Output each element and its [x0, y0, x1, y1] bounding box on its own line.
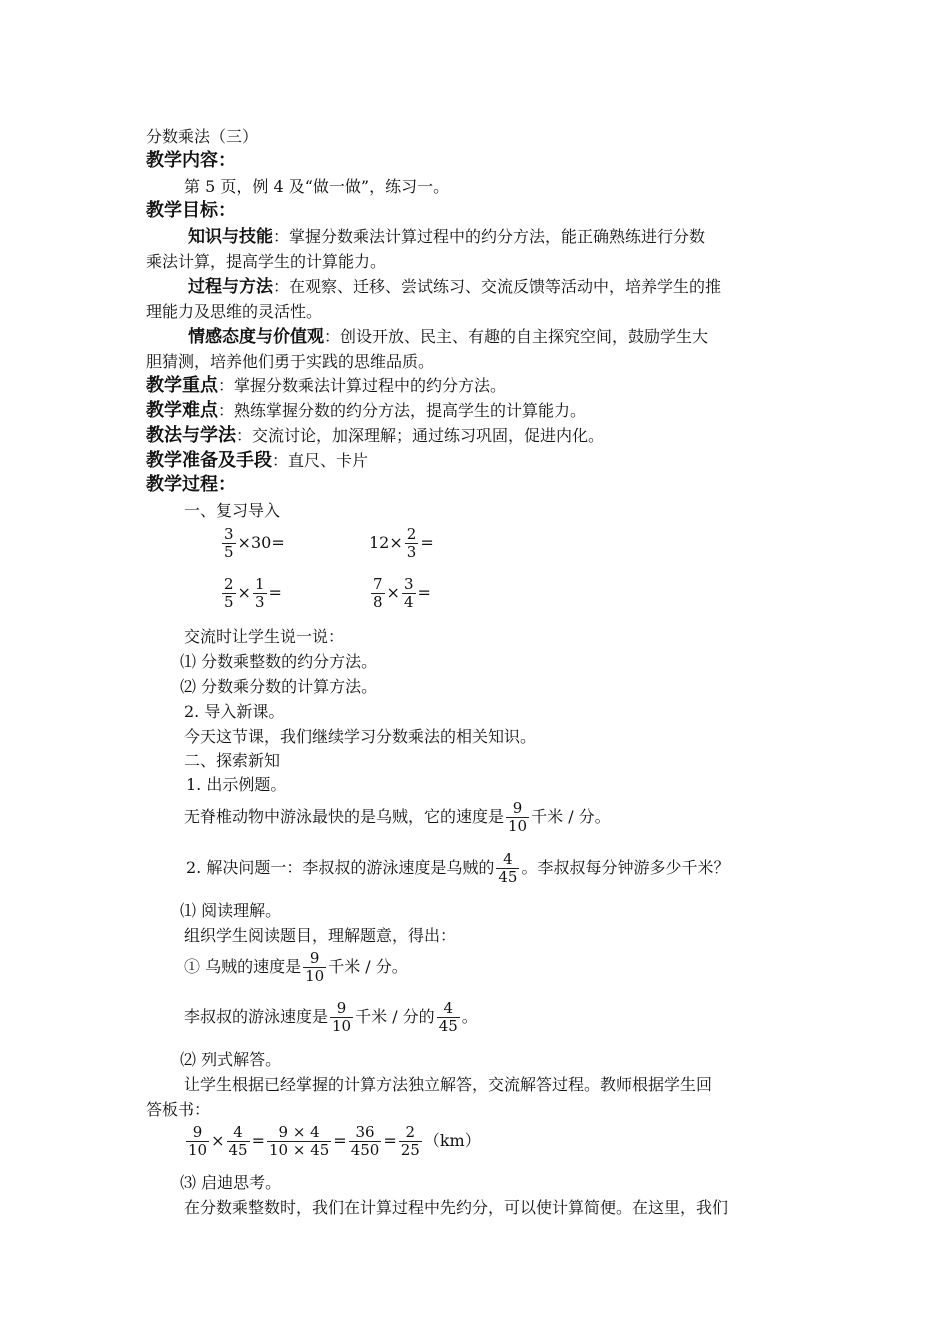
teaching-method	[146, 425, 604, 447]
fraction: $\frac{9}{10}$	[188, 1123, 208, 1159]
text-condition-1: ① 乌贼的速度是 $\frac{9}{10}$ 千米 / 分。	[184, 949, 408, 985]
difficult-point-text: ：熟练掌握分数的约分方法，提高学生的计算能力。	[218, 401, 587, 420]
text-discuss: 交流时让学生说一说：	[184, 627, 345, 646]
text-last: 在分数乘整数时，我们在计算过程中先约分，可以使计算简便。在这里，我们	[184, 1198, 729, 1217]
text-organize: 组织学生阅读题目，理解题意，得出：	[184, 926, 457, 945]
fraction: $\frac{3}{5}$	[224, 525, 234, 561]
text-let-students-cont: 答板书：	[146, 1100, 211, 1119]
fraction: $\frac{9}{10}$	[332, 999, 352, 1035]
text-problem-1: 2. 解决问题一：李叔叔的游泳速度是乌贼的 $\frac{4}{45}$ 。李叔叔每分钟游多少千米？	[186, 850, 730, 886]
calculation: $\frac{9}{10}$ × $\frac{4}{45}$ = $\frac{9 \times 4}{10 \times 45}$ = $\frac{36}{450}$ = $\frac{2}{25}$ （km）	[188, 1123, 481, 1159]
goal-process-cont: 理能力及思维的灵活性。	[146, 302, 323, 321]
fraction: $\frac{2}{25}$	[400, 1123, 420, 1159]
difficult-point-label: 教学难点	[146, 400, 218, 421]
goal-knowledge-label: 知识与技能	[188, 227, 273, 247]
section-explore: 二、探索新知	[184, 751, 281, 770]
fraction: $\frac{1}{3}$	[254, 575, 265, 611]
text-read: ⑴ 阅读理解。	[180, 901, 282, 920]
text-let-students: 让学生根据已经掌握的计算方法独立解答，交流解答过程。教师根据学生回	[184, 1075, 713, 1094]
text-squid-speed: 无脊椎动物中游泳最快的是乌贼，它的速度是 $\frac{9}{10}$ 千米 / 分。	[184, 799, 611, 835]
goal-process	[188, 276, 721, 298]
exercise-1: $\frac{3}{5}$ ×30=	[224, 525, 285, 561]
goal-attitude-label: 情感态度与价值观	[188, 327, 324, 347]
content-text: 第 5 页，例 4 及“做一做”，练习一。	[184, 177, 450, 196]
goal-knowledge	[188, 226, 705, 248]
teaching-prep-text: ：直尺、卡片	[272, 451, 369, 470]
goal-process-label: 过程与方法	[188, 277, 273, 297]
heading-goals: 教学目标：	[146, 200, 236, 221]
fraction: $\frac{9}{10}$	[508, 799, 528, 835]
fraction: $\frac{4}{45}$	[498, 850, 518, 886]
fraction: $\frac{4}{45}$	[438, 999, 458, 1035]
goal-knowledge-text: ：掌握分数乘法计算过程中的约分方法，能正确熟练进行分数	[273, 227, 706, 246]
heading-process: 教学过程：	[146, 474, 236, 495]
fraction: $\frac{36}{450}$	[350, 1123, 380, 1159]
goal-process-text: ：在观察、迁移、尝试练习、交流反馈等活动中，培养学生的推	[273, 277, 722, 296]
fraction: $\frac{9}{10}$	[305, 949, 325, 985]
exercise-4: $\frac{7}{8}$ × $\frac{3}{4}$ =	[373, 575, 431, 611]
heading-content: 教学内容：	[146, 150, 236, 171]
key-point	[146, 375, 506, 397]
teaching-method-label: 教法与学法	[146, 425, 236, 446]
exercise-3: $\frac{2}{5}$ × $\frac{1}{3}$ =	[224, 575, 282, 611]
text-discuss-1: ⑴ 分数乘整数的约分方法。	[180, 652, 378, 671]
fraction: $\frac{2}{3}$	[406, 525, 417, 561]
goal-attitude-cont: 胆猜测，培养他们勇于实践的思维品质。	[146, 352, 435, 371]
key-point-text: ：掌握分数乘法计算过程中的约分方法。	[218, 376, 507, 395]
fraction: $\frac{7}{8}$	[373, 575, 383, 611]
teaching-method-text: ：交流讨论，加深理解；通过练习巩固，促进内化。	[236, 426, 605, 445]
goal-attitude	[188, 326, 708, 348]
teaching-prep-label: 教学准备及手段	[146, 450, 272, 471]
text-discuss-2: ⑵ 分数乘分数的计算方法。	[180, 677, 378, 696]
page-title: 分数乘法（三）	[146, 127, 259, 146]
text-show-example: 1. 出示例题。	[186, 775, 287, 794]
exercise-2: 12× $\frac{2}{3}$ =	[369, 525, 434, 561]
teaching-prep	[146, 450, 368, 472]
section-review: 一、复习导入	[184, 501, 281, 520]
goal-attitude-text: ：创设开放、民主、有趣的自主探究空间，鼓励学生大	[324, 327, 709, 346]
goal-knowledge-cont: 乘法计算，提高学生的计算能力。	[146, 252, 387, 271]
difficult-point	[146, 400, 586, 422]
fraction: $\frac{2}{5}$	[224, 575, 234, 611]
fraction: $\frac{3}{4}$	[403, 575, 414, 611]
text-new-lesson: 2. 导入新课。	[184, 702, 285, 721]
text-solve: ⑵ 列式解答。	[180, 1050, 282, 1069]
text-today: 今天这节课，我们继续学习分数乘法的相关知识。	[184, 727, 537, 746]
fraction: $\frac{9 \times 4}{10 \times 45}$	[269, 1123, 330, 1159]
key-point-label: 教学重点	[146, 375, 218, 396]
text-think: ⑶ 启迪思考。	[180, 1173, 282, 1192]
text-condition-2: 李叔叔的游泳速度是 $\frac{9}{10}$ 千米 / 分的 $\frac{4}{45}$ 。	[184, 999, 478, 1035]
fraction: $\frac{4}{45}$	[228, 1123, 248, 1159]
